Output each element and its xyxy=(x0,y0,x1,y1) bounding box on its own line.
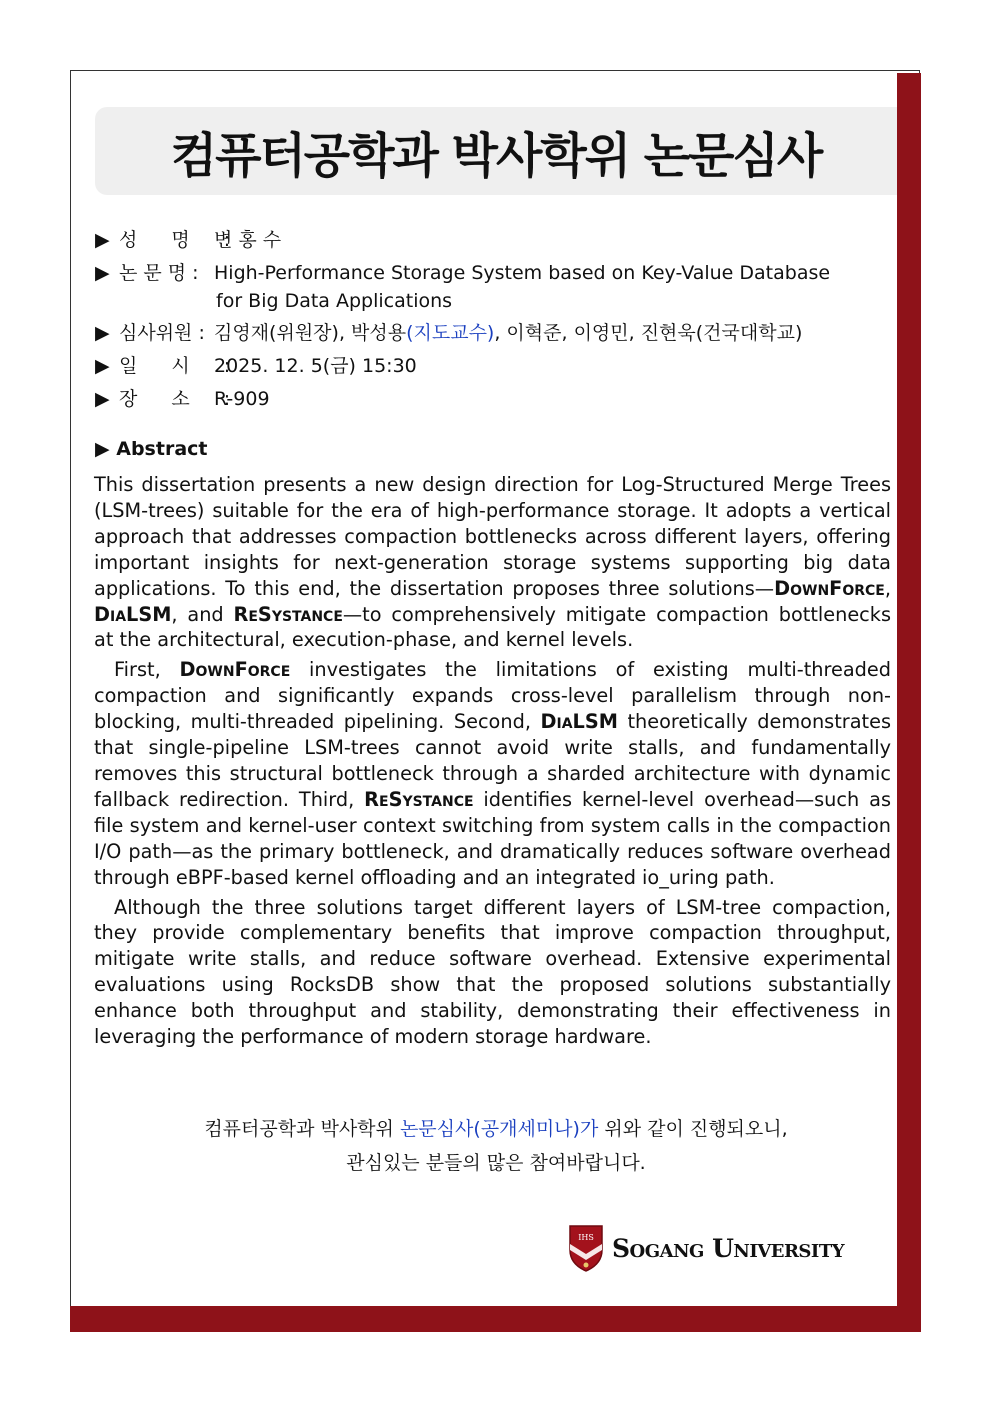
info-row-name xyxy=(95,226,282,254)
info-row-date xyxy=(95,352,417,380)
advisor-tag: (지도교수) xyxy=(406,322,495,344)
committee-members-b: , 이혁준, 이영민, 진현욱(건국대학교) xyxy=(494,322,803,344)
abstract-paragraph-1: This dissertation presents a new design direction for Log-Structured Merge Trees (LSM-trees) suitable for the era of high-performance storage. It adopts a vertical approach that addresses compaction bottlenecks across different layers, offering important insights for next-generation storage systems supporting big data applications. To this end, the dissertation proposes three solutions—DownForce, DiaLSM, and ReSystance—to comprehensively mitigate compaction bottlenecks at the architectural, execution-phase, and kernel levels. xyxy=(94,473,891,652)
committee-value xyxy=(214,319,802,347)
abstract-heading xyxy=(95,438,207,460)
page-title: 컴퓨터공학과 박사학위 논문심사 xyxy=(170,127,822,184)
place-value: R-909 xyxy=(214,388,270,410)
downforce-term: DownForce xyxy=(774,576,885,600)
arrow-right-icon: ▶ xyxy=(95,355,110,377)
seminar-highlight: 논문심사(공개세미나)가 xyxy=(399,1118,599,1140)
arrow-right-icon: ▶ xyxy=(95,322,110,344)
closing-line-2: 관심있는 분들의 많은 참여바랍니다. xyxy=(346,1152,646,1174)
bottom-accent-bar xyxy=(70,1306,921,1332)
dialsm-term: DiaLSM xyxy=(540,710,618,734)
arrow-right-icon: ▶ xyxy=(95,262,110,284)
downforce-term: DownForce xyxy=(179,658,291,682)
place-label: 장 소 : xyxy=(119,388,231,410)
arrow-right-icon: ▶ xyxy=(95,438,110,460)
abstract-body xyxy=(94,472,891,1054)
name-label: 성 명 : xyxy=(119,229,231,251)
info-row-thesis xyxy=(95,259,831,287)
committee-members-a: 김영재(위원장), 박성용 xyxy=(214,322,407,344)
arrow-right-icon: ▶ xyxy=(95,388,110,410)
right-accent-bar xyxy=(897,73,921,1331)
title-banner xyxy=(95,107,897,195)
name-value: 변 홍 수 xyxy=(214,229,282,251)
date-label: 일 시 : xyxy=(119,355,231,377)
abstract-paragraph-2: First, DownForce investigates the limitations of existing multi-threaded compaction and significantly expands cross-level parallelism through non-blocking, multi-threaded pipelining. Second, DiaLSM theoretically demonstrates that single-pipeline LSM-trees cannot avoid write stalls, and fundamentally removes this structural bottleneck through a sharded architecture with dynamic fallback redirection. Third, ReSystance identifies kernel-level overhead—such as file system and kernel-user context switching from system calls in the compaction I/O path—as the primary bottleneck, and dramatically reduces software overhead through eBPF-based kernel offloading and an integrated io_uring path. xyxy=(94,658,891,889)
date-value: 2025. 12. 5(금) 15:30 xyxy=(214,355,417,377)
sogang-logo xyxy=(568,1224,890,1274)
resystance-term: ReSystance xyxy=(364,787,474,811)
arrow-right-icon: ▶ xyxy=(95,229,110,251)
info-row-committee xyxy=(95,319,803,347)
resystance-term: ReSystance xyxy=(233,602,343,626)
info-row-place xyxy=(95,385,270,413)
committee-label: 심사위원 : xyxy=(119,322,205,344)
sogang-crest-icon xyxy=(568,1224,604,1272)
dialsm-term: DiaLSM xyxy=(94,602,172,626)
thesis-title-line2: for Big Data Applications xyxy=(216,290,453,312)
svg-text:IHS: IHS xyxy=(578,1233,594,1242)
university-name: Sogang University xyxy=(612,1234,845,1263)
abstract-heading-text: Abstract xyxy=(116,438,208,460)
abstract-paragraph-3: Although the three solutions target different layers of LSM-tree compaction, they provide complementary benefits that improve compaction throughput, mitigate write stalls, and reduce software overhead. Extensive experimental evaluations using RocksDB show that the proposed solutions substantially enhance both throughput and stability, demonstrating their effectiveness in leveraging the performance of modern storage hardware. xyxy=(94,895,891,1049)
closing-line-1: 컴퓨터공학과 박사학위 논문심사(공개세미나)가 위와 같이 진행되오니, xyxy=(204,1118,788,1140)
thesis-title-line1: High-Performance Storage System based on Key-Value Database xyxy=(214,262,831,284)
thesis-label: 논 문 명 : xyxy=(119,262,199,284)
